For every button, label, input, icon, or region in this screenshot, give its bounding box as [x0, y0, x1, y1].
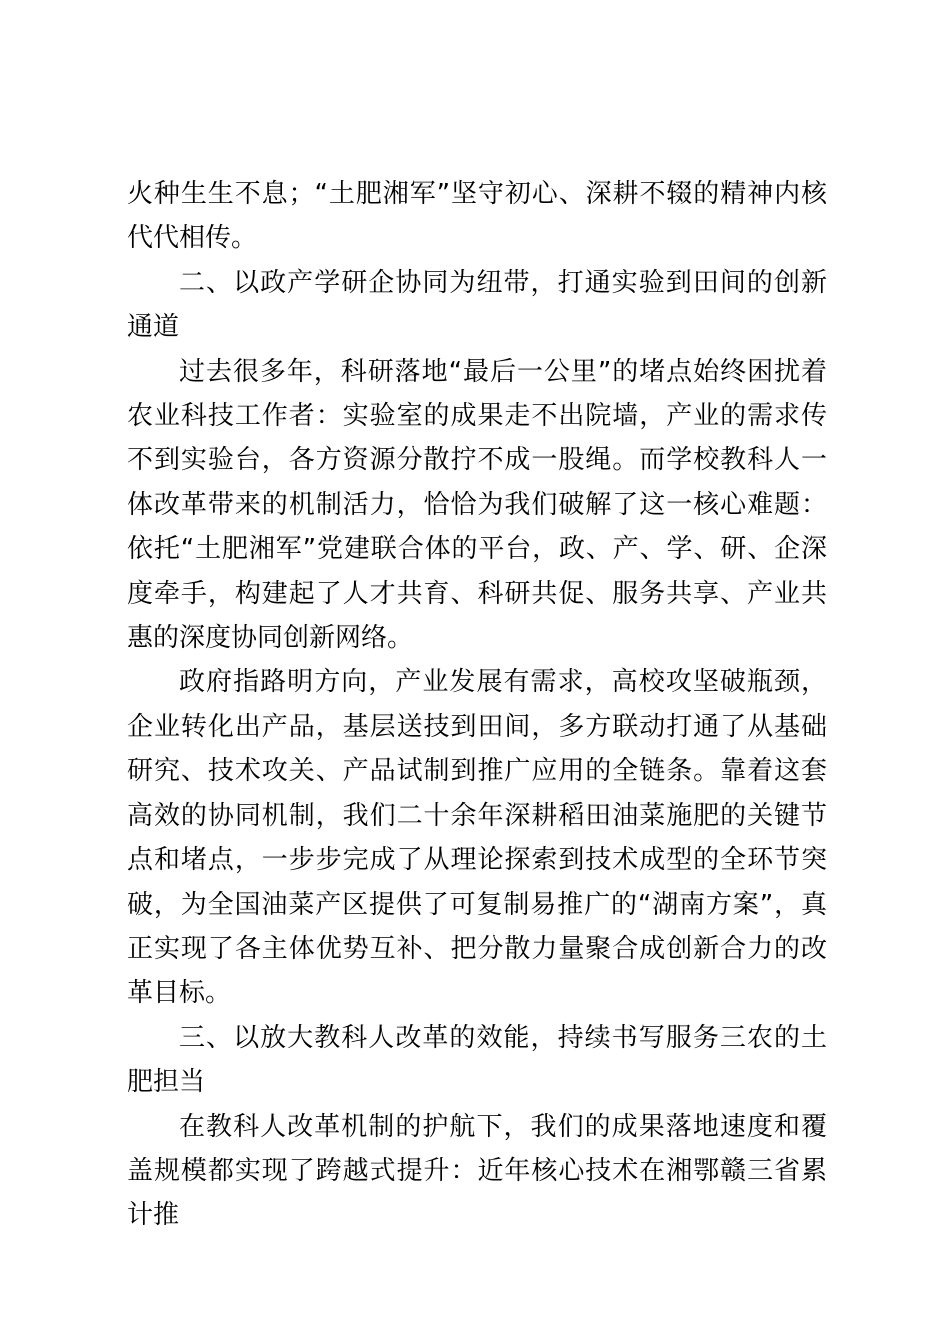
body-paragraph: 政府指路明方向，产业发展有需求，高校攻坚破瓶颈，企业转化出产品，基层送技到田间，多方联动打通了从基础研究、技术攻关、产品试制到推广应用的全链条。靠着这套高效的协同机制，我们二十余年深耕稻田油菜施肥的关键节点和堵点，一步步完成了从理论探索到技术成型的全环节突破，为全国油菜产区提供了可复制易推广的“湖南方案”，真正实现了各主体优势互补、把分散力量聚合成创新合力的改革目标。 — [127, 667, 827, 1009]
body-paragraph: 过去很多年，科研落地“最后一公里”的堵点始终困扰着农业科技工作者：实验室的成果走不出院墙，产业的需求传不到实验台，各方资源分散拧不成一股绳。而学校教科人一体改革带来的机制活力，恰恰为我们破解了这一核心难题：依托“土肥湘军”党建联合体的平台，政、产、学、研、企深度牵手，构建起了人才共育、科研共促、服务共享、产业共惠的深度协同创新网络。 — [127, 356, 827, 654]
section-heading-three: 三、以放大教科人改革的效能，持续书写服务三农的土肥担当 — [127, 1022, 827, 1098]
section-heading-two: 二、以政产学研企协同为纽带，打通实验到田间的创新通道 — [127, 267, 827, 343]
body-paragraph: 在教科人改革机制的护航下，我们的成果落地速度和覆盖规模都实现了跨越式提升：近年核心技术在湘鄂赣三省累计推 — [127, 1111, 827, 1231]
paragraph-continuation: 火种生生不息；“土肥湘军”坚守初心、深耕不辍的精神内核代代相传。 — [127, 179, 827, 254]
document-body — [127, 172, 827, 1238]
